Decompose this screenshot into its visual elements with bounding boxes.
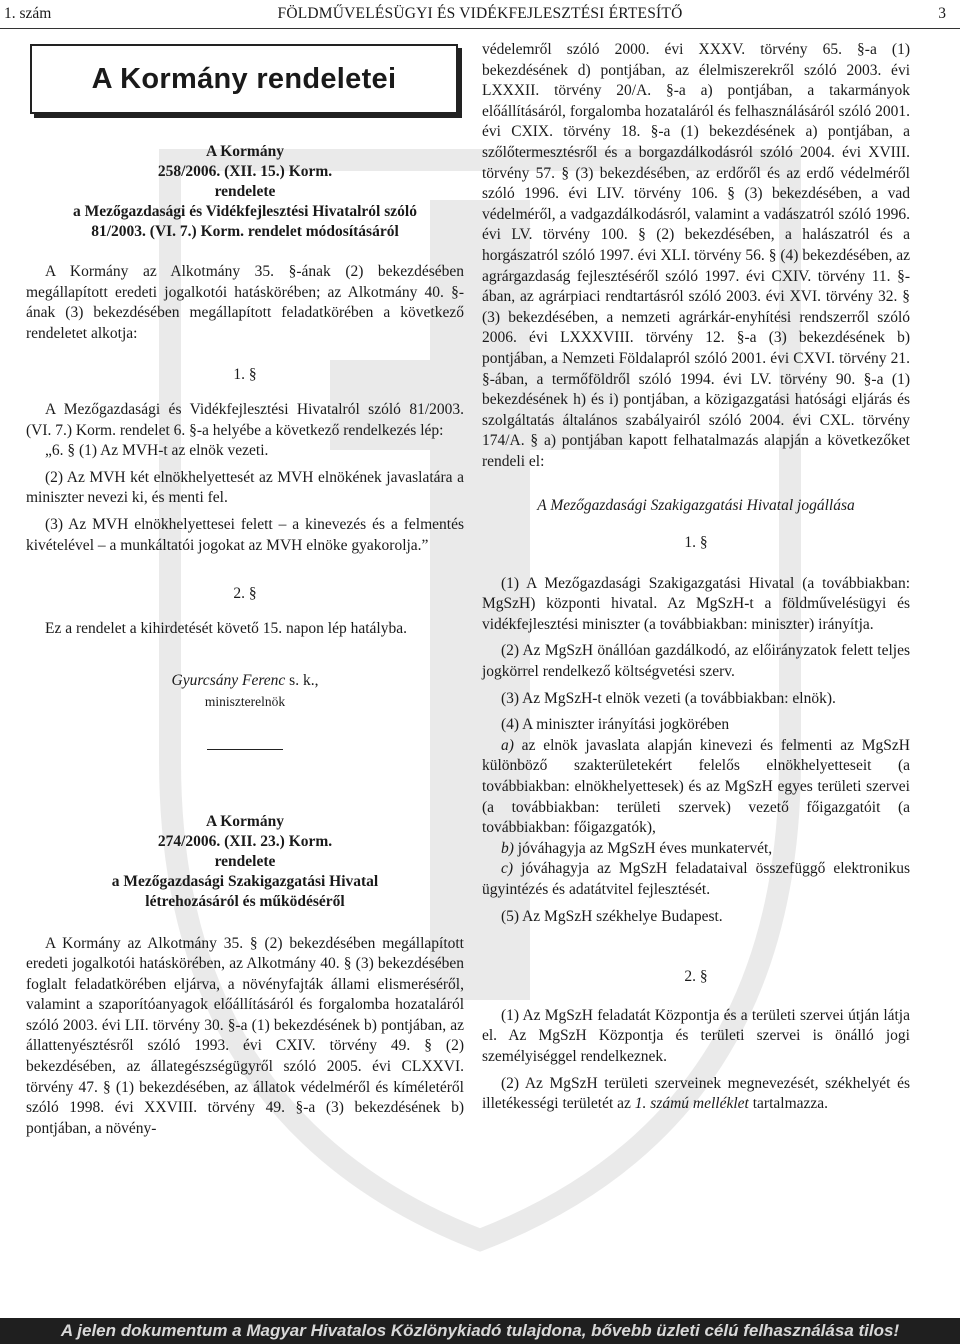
decree1-quote1: „6. § (1) Az MVH-t az elnök vezeti. [45,442,269,460]
signatory-role: miniszterelnök [204,693,286,709]
decree2-p4b [482,839,910,860]
copyright-banner: A jelen dokumentum a Magyar Hivatalos Közlönykiadó tulajdona, bővebb üzleti célú felhasználása tilos! [0,1318,960,1344]
decree2-p4: (4) A miniszter irányítási jogkörében [501,716,730,734]
s2p2-text-a: (2) Az MgSzH területi szerveinek megnevezését, székhelyét és illetékességi területét az [482,1074,910,1113]
decree2-sec1-heading: 1. § [684,534,708,552]
right-column [482,40,910,1115]
p4b-label: b) [501,839,514,857]
decree2-chapter-title: A Mezőgazdasági Szakigazgatási Hivatal jogállása [537,497,855,515]
decree2-number: 274/2006. (XII. 23.) Korm. [157,832,333,850]
section-title: A Kormány rendeletei [91,62,397,95]
section-title-box [30,44,458,114]
decree1-number: 258/2006. (XII. 15.) Korm. [157,163,333,180]
decree2-preamble-continued: védelemről szóló 2000. évi XXXV. törvény 65. §-a (1) bekezdésének d) pontjában, az élelmiszerekről szóló 2003. évi LXXXII. törvény 20/A. §-a a) pontjában, a takarmányok előállításáról, forgalomba hozataláról és felhasználásáról szóló 2001. évi CXIX. törvény 18. §-a (1) bekezdésének a) pontjában, a szőlőtermesztésről és a borgazdálkodásról szóló 2004. évi XVIII. törvény 57. § (3) bekezdésében, az erdőről és az erdő védelméről szóló 1996. évi LIV. törvény 106. § (3) bekezdésében, a vad védelméről, a vadgazdálkodásról, valamint a vadászatról szóló 1996. évi LV. törvény 100. § (2) bekezdésében, a halászatról és a horgászatról szóló 1997. évi XLI. törvény 56. § (4) bekezdésében, az agrárgazdaság fejlesztéséről szóló 1997. évi CXIV. törvény 11. §-ában, az agrárpiaci rendtartásról szóló 2003. évi XVI. törvény 32. § (3) bekezdésében, a nemzeti agrárkár-enyhítési rendszerről szóló 2006. évi LXXXVIII. törvény 12. §-a (3) bekezdésének b) pontjában, a Nemzeti Földalapról szóló 2001. évi CXVI. törvény 21. §-ában, a termőföldről szóló 1994. évi LV. törvény 90. §-a (1) bekezdésének h) és i) pontjában, a közigazgatási hatósági eljárás és szolgáltatás általános szabályairól szóló 2004. évi CXL. törvény 174/A. § a) pontjában kapott felhatalmazás alapján a következőket rendeli el: [482,41,910,470]
decree1-subject-1: a Mezőgazdasági és Vidékfejlesztési Hivatalról szóló [73,203,417,220]
page-number: 3 [938,5,946,22]
p4a-text: az elnök javaslata alapján kinevezi és felmenti az MgSzH különböző szakterületekért felelős elnökhelyetteseit (a továbbiakban: elnökhelyettesek) és az MgSzH egyes területi szervei (a továbbiakban: területi szervek) vezető főigazgatóit (a továbbiakban: főigazgatók), [482,736,910,837]
p4c-label: c) [501,860,514,878]
decree1-preamble: A Kormány az Alkotmány 35. §-ának (2) bekezdésében megállapított eredeti jogalkotói hatáskörében; az Alkotmány 40. §-ának (3) bekezdésében megállapított feladatkörében a következő rendeletet alkotja: [26,263,464,342]
decree1-sec2-heading: 2. § [233,585,257,603]
journal-title: FÖLDMŰVELÉSÜGYI ÉS VIDÉKFEJLESZTÉSI ÉRTESÍTŐ [277,5,683,22]
decree2-title [26,812,464,912]
signatory-suffix: s. k., [285,672,319,690]
header-rule [0,28,960,29]
decree2-p4a [482,736,910,839]
decree1-title [26,142,464,242]
p4b-text: jóváhagyja az MgSzH éves munkatervét, [513,839,773,857]
decree1-sec1-text: A Mezőgazdasági és Vidékfejlesztési Hivatalról szóló 81/2003. (VI. 7.) Korm. rendelet 6. §-a helyébe a következő rendelkezés lép: [26,400,464,439]
issue-number: 1. szám [4,5,52,22]
decree2-issuer: A Kormány [206,812,284,830]
decree1-quote2: (2) Az MVH két elnökhelyettesét az MVH elnökének javaslatára a miniszter nevezi ki, és menti fel. [26,468,464,507]
decree2-s2p2 [482,1074,910,1115]
page-header [0,0,960,30]
p4a-label: a) [501,736,514,754]
decree2-p3: (3) Az MgSzH-t elnök vezeti (a továbbiakban: elnök). [501,689,836,707]
decree1-subject-2: 81/2003. (VI. 7.) Korm. rendelet módosításáról [91,223,399,240]
decree2-subject-1: a Mezőgazdasági Szakigazgatási Hivatal [111,872,379,890]
decree2-type: rendelete [214,852,276,870]
decree2-p4c [482,859,910,900]
decree2-preamble-start: A Kormány az Alkotmány 35. § (2) bekezdésében megállapított eredeti jogalkotói hatáskörében, az Alkotmány 40. § (3) bekezdésében foglalt feladatkörében eljárva, a növényfajták állami elismeréséről, valamint a szaporítóanyagok előállításáról és forgalomba hozataláról szóló 2003. évi LII. törvény 30. §-a (1) bekezdésének b) pontjában, az állattenyésztésről szóló 1993. évi CXIV. törvény 49. § (2) bekezdésében, az állategészségügyről szóló 2005. évi CLXXVI. törvény 47. § (1) bekezdésében, az állatok védelméről és kíméletéről szóló 1998. évi XXVIII. törvény 49. §-a (3) bekezdésének b) pontjában, a növény- [26,934,464,1137]
annex-reference: 1. számú melléklet [634,1095,749,1113]
decree1-quote3: (3) Az MVH elnökhelyettesei felett – a kinevezés és a felmentés kivételével – a munkáltatói jogokat az MVH elnöke gyakorolja.” [26,515,464,554]
decree1-issuer: A Kormány [206,143,284,160]
decree1-type: rendelete [214,183,276,200]
decree2-p1: (1) A Mezőgazdasági Szakigazgatási Hivatal (a továbbiakban: MgSzH) központi hivatal. Az MgSzH-t a földművelésügyi és vidékfejlesztési miniszter (a továbbiakban: miniszter) irányítja. [482,574,910,633]
decree1-sec1-heading: 1. § [233,366,257,384]
decree1-signatory [26,671,464,692]
left-column [26,40,464,1139]
s2p2-text-b: tartalmazza. [748,1095,829,1113]
decree2-s2p1: (1) Az MgSzH feladatát Központja és a területi szervei útján látja el. Az MgSzH Központja és területi szervei is önálló jogi személyiséggel rendelkeznek. [482,1006,910,1065]
decree1-sec2-text: Ez a rendelet a kihirdetését követő 15. napon lép hatályba. [45,619,407,637]
signatory-name: Gyurcsány Ferenc [171,672,286,690]
decree2-p2: (2) Az MgSzH önállóan gazdálkodó, az előirányzatok felett teljes jogkörrel rendelkező költségvetési szerv. [482,642,910,681]
p4c-text: jóváhagyja az MgSzH feladataival összefüggő elektronikus ügyintézés és adatátvitel fejlesztését. [482,860,910,898]
decree2-p5: (5) Az MgSzH székhelye Budapest. [501,907,723,925]
decree2-sec2-heading: 2. § [684,968,708,986]
decree2-subject-2: létrehozásáról és működéséről [145,892,345,910]
